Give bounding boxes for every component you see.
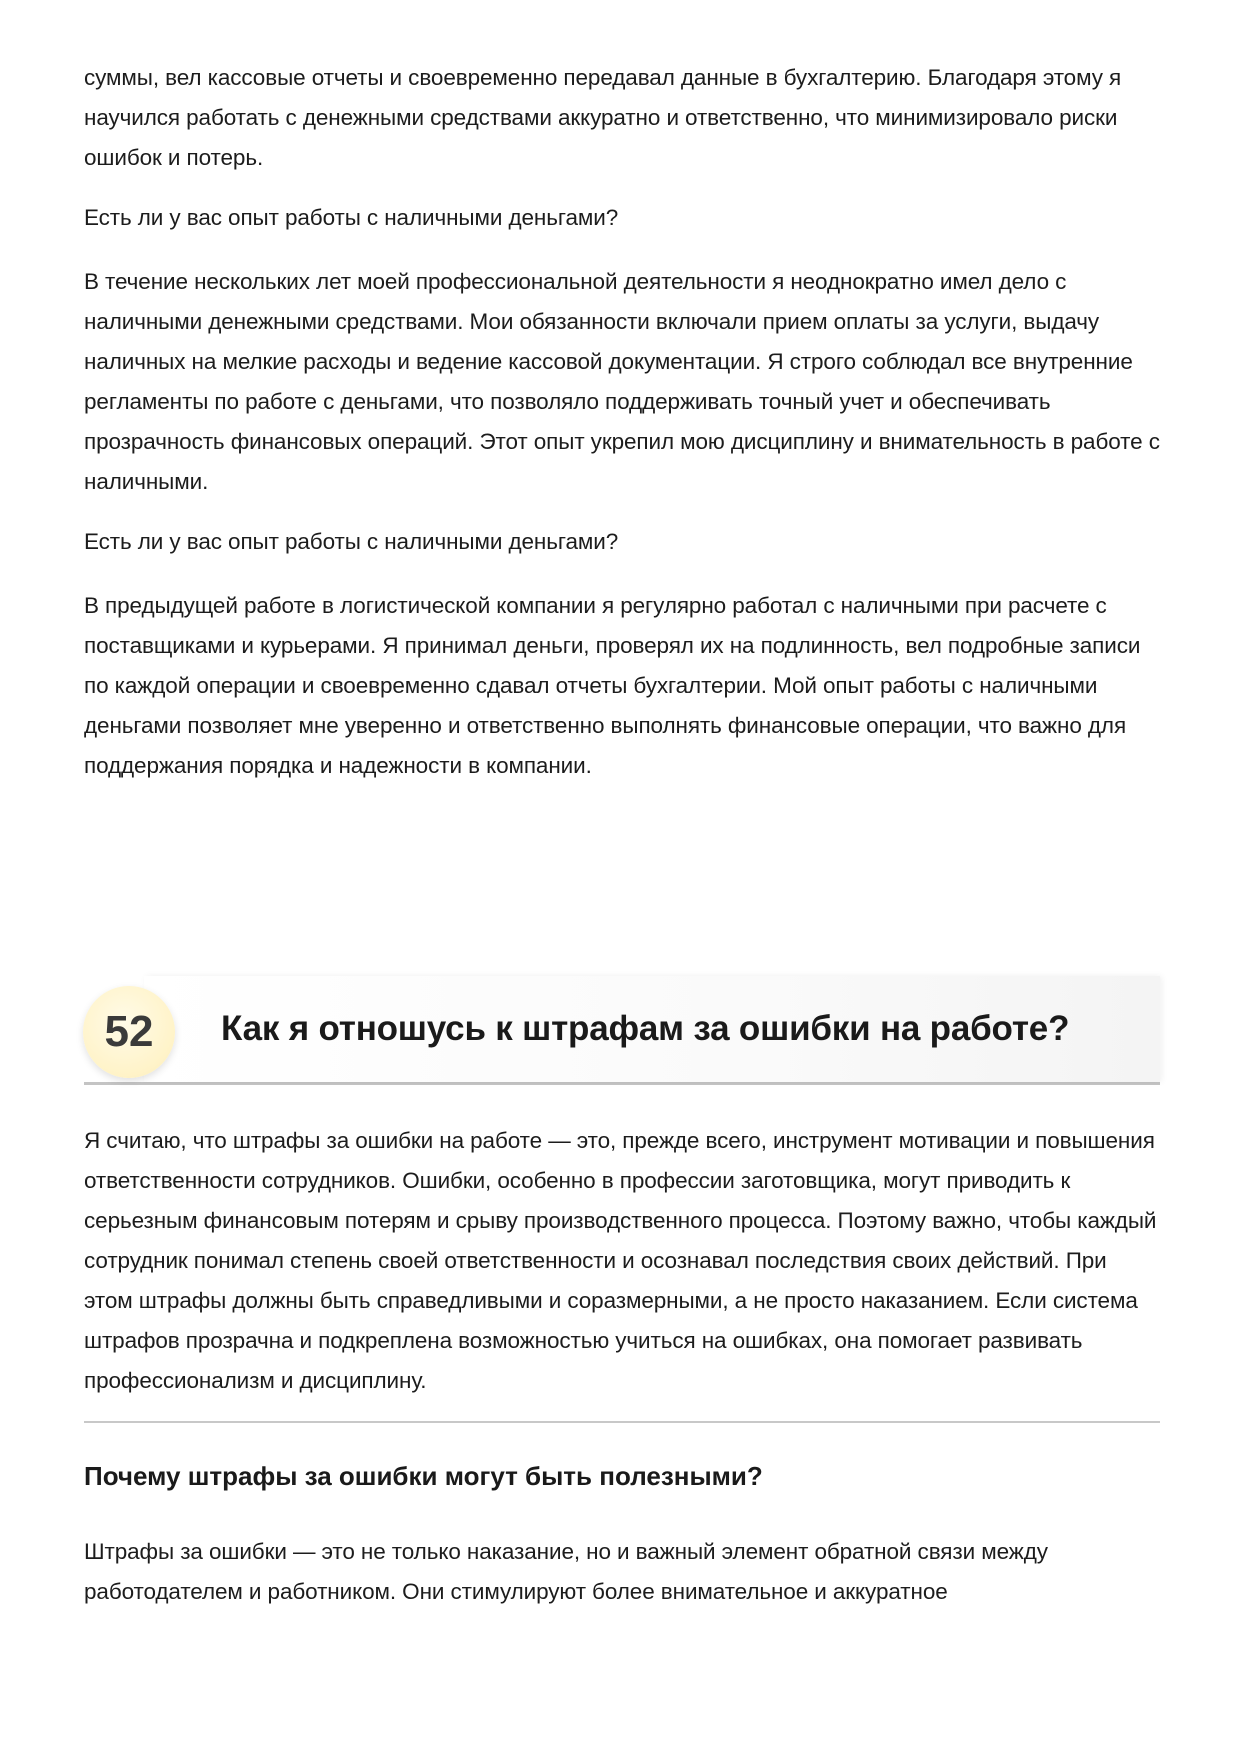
question-answer: Я считаю, что штрафы за ошибки на работе — это, прежде всего, инструмент мотивации и повышения ответственности сотрудников. Ошибки, особенно в профессии заготовщика, могут приводить к серьезным финансовым потерям и срыву производственного процесса. Поэтому важно, чтобы каждый сотрудник понимал степень своей ответственности и осознавал последствия своих действий. При этом штрафы должны быть справедливыми и соразмерными, а не просто наказанием. Если система штрафов прозрачна и подкреплена возможностью учиться на ошибках, она помогает развивать профессионализм и дисциплину.	[84, 1128, 1157, 1393]
question-cash-experience-2: Есть ли у вас опыт работы с наличными деньгами?	[84, 529, 619, 554]
document-page	[84, 58, 1160, 1632]
question-number-badge: 52	[83, 986, 175, 1078]
section-divider	[84, 1421, 1160, 1423]
subsection-paragraph: Штрафы за ошибки — это не только наказание, но и важный элемент обратной связи между работодателем и работником. Они стимулируют более внимательное и аккуратное	[84, 1539, 1048, 1604]
question-cash-experience-1: Есть ли у вас опыт работы с наличными деньгами?	[84, 205, 619, 230]
section-spacer	[84, 806, 1160, 976]
question-title: Как я отношусь к штрафам за ошибки на работе?	[221, 1009, 1070, 1048]
paragraph-cash-experience-2: В предыдущей работе в логистической компании я регулярно работал с наличными при расчете с поставщиками и курьерами. Я принимал деньги, проверял их на подлинность, вел подробные записи по каждой операции и своевременно сдавал отчеты бухгалтерии. Мой опыт работы с наличными деньгами позволяет мне уверенно и ответственно выполнять финансовые операции, что важно для поддержания порядка и надежности в компании.	[84, 593, 1141, 778]
subsection-heading: Почему штрафы за ошибки могут быть полезными?	[84, 1461, 763, 1491]
paragraph-cash-reports: суммы, вел кассовые отчеты и своевременно передавал данные в бухгалтерию. Благодаря этому я научился работать с денежными средствами аккуратно и ответственно, что минимизировало риски ошибок и потерь.	[84, 65, 1122, 170]
paragraph-cash-experience-1: В течение нескольких лет моей профессиональной деятельности я неоднократно имел дело с наличными денежными средствами. Мои обязанности включали прием оплаты за услуги, выдачу наличных на мелкие расходы и ведение кассовой документации. Я строго соблюдал все внутренние регламенты по работе с деньгами, что позволяло поддерживать точный учет и обеспечивать прозрачность финансовых операций. Этот опыт укрепил мою дисциплину и внимательность в работе с наличными.	[84, 269, 1160, 494]
question-header	[84, 976, 1160, 1085]
